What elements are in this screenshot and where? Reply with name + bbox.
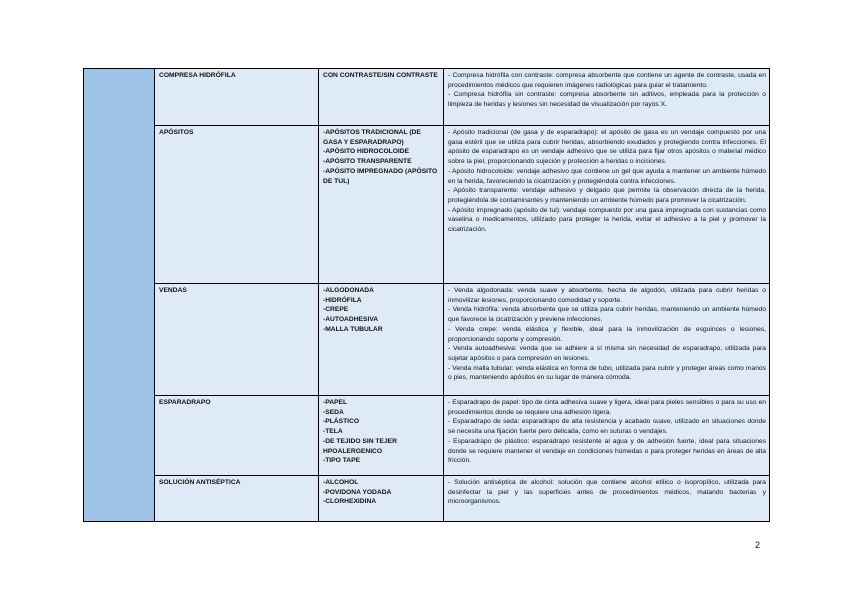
- type-item: -TELA: [323, 428, 343, 436]
- description-cell: [444, 69, 770, 126]
- types-cell: [319, 396, 444, 476]
- type-item: -ALGODONADA: [323, 287, 374, 294]
- description-cell: [444, 284, 770, 396]
- description-item: - Venda autoadhesiva: venda que se adhiere a sí misma sin necesidad de esparadrapo, utilizada para sujetar apósitos o para compresión en lesiones.: [448, 345, 766, 362]
- description-item: - Apósito tradicional (de gasa y de esparadrapo): el apósito de gasa es un vendaje compuesto por una gasa estéril que se utiliza para cubrir heridas, absorbiendo exudados y protegiendo contra infecciones. El apósito de esparadrapo es un vendaje adhesivo que se utiliza para fijar otros apósitos o material médico sobre la piel, proporcionando sujeción y protección a heridas o incisiones.: [448, 129, 766, 166]
- table-row: [84, 284, 770, 396]
- category-cell: COMPRESA HIDRÓFILA: [155, 69, 319, 126]
- table-row: [84, 69, 770, 126]
- description-item: - Apósito hidrocoloide: vendaje adhesivo que contiene un gel que ayuda a mantener un ambiente húmedo en la herida, favoreciendo la cicatrización y protegiéndola contra infecciones.: [448, 167, 766, 185]
- types-cell: [319, 126, 444, 284]
- type-item: -CLORHEXIDINA: [323, 498, 377, 506]
- description-cell: [444, 126, 770, 284]
- table-row: [84, 476, 770, 522]
- category-cell: ESPARADRAPO: [155, 396, 319, 476]
- description-item: - Compresa hidrófila con contraste: compresa absorbente que contiene un agente de contraste, usada en procedimientos médicos que requieren imágenes radiológicas para guiar el tratamiento.: [448, 72, 766, 89]
- types-cell: [319, 476, 444, 522]
- description-item: - Venda algodonada: venda suave y absorbente, hecha de algodón, utilizada para cubrir heridas o inmovilizar lesiones, proporcionando comodidad y soporte.: [448, 287, 766, 304]
- type-item: -APÓSITO HIDROCOLOIDE: [323, 148, 410, 156]
- type-item: -DE TEJIDO SIN TEJER HPOALERGENICO: [323, 437, 397, 455]
- category-cell: SOLUCIÓN ANTISÉPTICA: [155, 476, 319, 522]
- type-item: -APÓSITO IMPREGNADO (APÓSITO DE TUL): [323, 167, 438, 185]
- type-item: -SEDA: [323, 408, 344, 416]
- category-cell: APÓSITOS: [155, 126, 319, 284]
- type-item: -PLÁSTICO: [323, 418, 360, 426]
- types-cell: [319, 69, 444, 126]
- description-item: - Esparadrapo de plástico: esparadrapo resistente al agua y de adhesión fuerte, ideal para situaciones donde se requiere mantener el vendaje en condiciones húmedas o para proteger heridas en áreas de alta fricción.: [448, 437, 766, 465]
- type-item: CON CONTRASTE/SIN CONTRASTE: [323, 72, 438, 79]
- type-item: -APÓSITOS TRADICIONAL (DE GASA Y ESPARADRAPO): [323, 129, 421, 146]
- type-item: -TIPO TAPE: [323, 457, 361, 465]
- description-item: - Venda malla tubular: venda elástica en forma de tubo, utilizada para cubrir y proteger áreas como manos o pies, manteniendo apósitos en su lugar de manera cómoda.: [448, 364, 766, 382]
- type-item: -PAPEL: [323, 399, 348, 406]
- description-item: - Apósito transparente: vendaje adhesivo y delgado que permite la observación directa de la herida, protegiéndola de contaminantes y manteniendo un ambiente húmedo para promover la cicatrización.: [448, 187, 766, 204]
- description-item: - Venda hidrófila: venda absorbente que se utiliza para cubrir heridas, manteniendo un ambiente húmedo que favorece la cicatrización y previene infecciones.: [448, 306, 766, 324]
- table-row: [84, 126, 770, 284]
- description-cell: [444, 476, 770, 522]
- description-item: - Compresa hidrófila sin contraste: compresa absorbente sin aditivos, empleada para la protección o limpieza de heridas y lesiones sin necesidad de visualización por rayos X.: [448, 91, 766, 109]
- table-row: [84, 396, 770, 476]
- side-color-column: [84, 69, 155, 522]
- description-item: - Esparadrapo de seda: esparadrapo de alta resistencia y acabado suave, utilizado en situaciones donde se necesita una fijación fuerte pero delicada, como en suturas o vendajes.: [448, 418, 766, 436]
- page-number: 2: [755, 540, 761, 550]
- type-item: -HIDRÓFILA: [323, 296, 362, 304]
- type-item: -POVIDONA YODADA: [323, 488, 392, 496]
- description-cell: [444, 396, 770, 476]
- type-item: -APÓSITO TRANSPARENTE: [323, 158, 412, 166]
- category-cell: VENDAS: [155, 284, 319, 396]
- description-item: - Apósito impregnado (apósito de tul): vendaje compuesto por una gasa impregnada con sustancias como vaselina o medicamentos, utilizado para proteger la herida, evitar el adhesivo a la piel y promover la cicatrización.: [448, 206, 766, 234]
- description-item: - Esparadrapo de papel: tipo de cinta adhesiva suave y ligera, ideal para pieles sensibles o para su uso en procedimientos donde se requiere una adhesión ligera.: [448, 399, 766, 416]
- materials-table: [83, 68, 770, 522]
- description-item: - Solución antiséptica de alcohol: solución que contiene alcohol etílico o isopropílico, utilizada para desinfectar la piel y las superficies antes de procedimientos médicos, matando bacterias y microorganismos.: [448, 479, 766, 506]
- type-item: -ALCOHOL: [323, 479, 359, 486]
- types-cell: [319, 284, 444, 396]
- type-item: -CREPE: [323, 306, 349, 314]
- type-item: -AUTOADHESIVA: [323, 316, 379, 324]
- description-item: - Venda crepe: venda elástica y flexible, ideal para la inmovilización de esguinces o lesiones, proporcionando soporte y compresión.: [448, 325, 766, 343]
- type-item: -MALLA TUBULAR: [323, 325, 383, 333]
